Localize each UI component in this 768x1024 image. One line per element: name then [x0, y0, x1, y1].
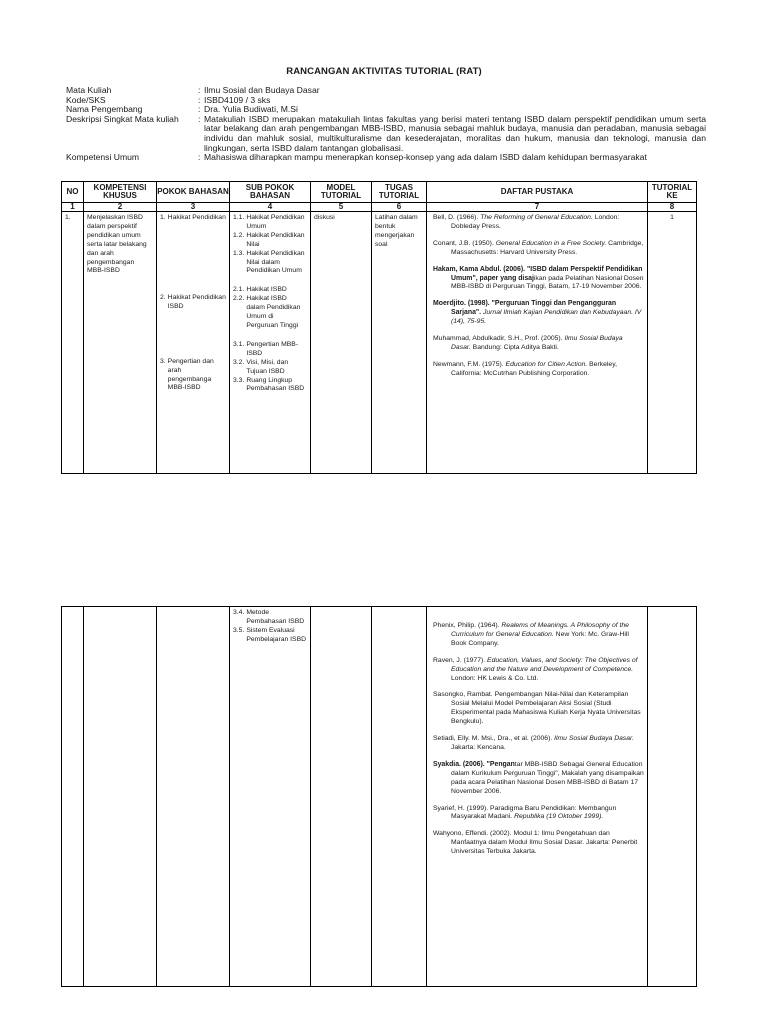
- column-number: 3: [157, 203, 230, 212]
- list-item: 1.3. Hakikat Pendidikan Nilai dalam Pendidikan Umum: [233, 249, 305, 275]
- reference-item: Syarief, H. (1999). Paradigma Baru Pendidikan: Membangun Masyarakat Madani. Republika (19 Oktober 1999).: [433, 804, 617, 821]
- column-number: 1: [62, 203, 84, 212]
- reference-item: Newmann, F.M. (1975). Education for Citien Action. Berkeley, California: McCutrhan Publishing Corporation.: [433, 360, 617, 377]
- list-item: 3.3. Ruang Lingkup Pembahasan ISBD: [233, 376, 305, 393]
- rat-table: [61, 181, 697, 474]
- info-row-nama-pengembang: Nama Pengembang : Dra. Yulia Budiwati, M.Si: [66, 105, 706, 115]
- list-item: 2.2. Hakikat ISBD dalam Pendidikan Umum di Perguruan Tinggi: [233, 295, 301, 329]
- course-info: [66, 86, 706, 163]
- reference-item: Phenix, Philip. (1964). Realems of Meanings. A Philosophy of the Curriculum for General Education. New York: Mc. Graw-Hill Book Company.: [433, 622, 629, 647]
- header-no: NO: [62, 182, 84, 203]
- reference-item: Setiadi, Elly. M. Msi., Dra., et al. (2006). Ilmu Sosial Budaya Dasar. Jakarta: Kencana.: [433, 735, 634, 751]
- column-number: 7: [427, 203, 648, 212]
- info-label: Kompetensi Umum: [66, 152, 140, 163]
- column-number: 2: [84, 203, 157, 212]
- info-value: Ilmu Sosial dan Budaya Dasar: [204, 85, 320, 95]
- list-item: 2. Hakikat Pendidikan ISBD: [160, 293, 226, 310]
- sub-pokok-bahasan-list: [230, 607, 310, 647]
- reference-item: Syakdia. (2006). "Pengantar MBB-ISBD Sebagai General Education dalam Kurikulum Perguruan Tinggi", Makalah yang disampaikan pada acara Pelatihan Nasional Dosen MBB-ISBD di Batam 17 November 2006.: [433, 760, 644, 795]
- table-row: [62, 607, 697, 987]
- kompetensi-khusus-text: Menjelaskan ISBD dalam perspektif pendidikan umum serta latar belakang dan arah pengembangan MBB-ISBD: [87, 214, 147, 275]
- column-number: 8: [648, 203, 697, 212]
- sub-pokok-bahasan-list: [230, 212, 310, 396]
- column-number: 4: [230, 203, 311, 212]
- list-item: 3.2. Visi, Misi, dan Tujuan ISBD: [233, 358, 289, 375]
- info-label: Mata Kuliah: [66, 85, 112, 95]
- info-row-kompetensi-umum: Kompetensi Umum : Mahasiswa diharapkan mampu menerapkan konsep-konsep yang ada dalam ISBD dalam kehidupan bermasyarakat: [66, 153, 706, 163]
- info-value: ISBD4109 / 3 sks: [204, 94, 271, 105]
- list-item: 1.2. Hakikat Pendidikan Nilai: [233, 231, 305, 248]
- column-number: 6: [372, 203, 427, 212]
- column-number-row: [62, 203, 697, 212]
- header-tugas-tutorial: TUGAS TUTORIAL: [372, 182, 427, 203]
- model-tutorial-text: diskusi: [314, 214, 335, 221]
- reference-item: Bell, D. (1966). The Reforming of General Education. London: Dobleday Press.: [433, 214, 620, 230]
- header-pokok-bahasan: POKOK BAHASAN: [157, 182, 230, 203]
- row-number: 1.: [65, 214, 71, 221]
- reference-item: Raven, J. (1977). Education, Values, and Society: The Objectives of Education and the Nature and Development of Competence. London: HK Lewis & Co. Ltd.: [433, 656, 638, 682]
- info-label: Nama Pengembang: [66, 104, 143, 115]
- daftar-pustaka-list: [427, 607, 647, 867]
- reference-item: Conant, J.B. (1950). General Education in a Free Society. Cambridge, Massachusetts: Harvard University Press.: [433, 239, 644, 256]
- list-item: 3.4. Metode Pembahasan ISBD: [233, 609, 305, 625]
- info-value: Mahasiswa diharapkan mampu menerapkan konsep-konsep yang ada dalam ISBD dalam kehidupan bermasyarakat: [204, 152, 647, 163]
- reference-item: Muhammad, Abdulkadir, S.H., Prof. (2005). Ilmu Sosial Budaya Dasar. Bandung: Cipta Aditya Bakti.: [433, 335, 623, 351]
- reference-item: Wahyono, Effendi. (2002). Modul 1: Ilmu Pengetahuan dan Manfaatnya dalam Modul Ilmu Sosial Dasar. Jakarta: Penerbit Universitas Terbuka Jakarta.: [433, 830, 638, 856]
- reference-item: Sasongko, Rambat. Pengembangan Nilai-Nilai dan Keterampilan Sosial Melalui Model Pembelajaran Aksi Sosial (Studi Eksperimental pada Mahasiswa Kuliah Kerja Nyata Universitas Bengkulu).: [433, 691, 641, 726]
- info-row-kode-sks: Kode/SKS : ISBD4109 / 3 sks: [66, 96, 706, 106]
- list-item: 3.1. Pengertian MBB-ISBD: [233, 340, 299, 357]
- daftar-pustaka-list: [427, 212, 647, 389]
- column-number: 5: [311, 203, 372, 212]
- header-tutorial-ke: TUTORIAL KE: [648, 182, 697, 203]
- header-sub-pokok-bahasan: SUB POKOK BAHASAN: [230, 182, 311, 203]
- list-item: 2.1. Hakikat ISBD: [233, 286, 287, 294]
- rat-table-continued: [61, 606, 697, 987]
- reference-item: Hakam, Kama Abdul. (2006). "ISBD dalam Perspektif Pendidikan Umum", paper yang disajikan pada Pelatihan Nasional Dosen MBB-ISBD di Perguruan Tinggi, Batam, 17-19 November 2006.: [433, 265, 644, 291]
- info-label: Kode/SKS: [66, 94, 106, 105]
- info-row-mata-kuliah: Mata Kuliah : Ilmu Sosial dan Budaya Dasar: [66, 86, 706, 96]
- header-daftar-pustaka: DAFTAR PUSTAKA: [427, 182, 648, 203]
- list-item: 1. Hakikat Pendidikan: [160, 214, 226, 221]
- pokok-bahasan-list: [157, 212, 229, 395]
- list-item: 3.5. Sistem Evaluasi Pembelajaran ISBD: [233, 626, 307, 643]
- info-value: Dra. Yulia Budiwati, M.Si: [204, 104, 298, 115]
- info-row-deskripsi: Deskripsi Singkat Mata kuliah : Matakuliah ISBD merupakan matakuliah lintas fakultas yang berisi materi tentang ISBD dalam perspektif pendidikan umum serta latar belakang dan arah pengembangan MBB-ISBD, manusia sebagai mahluk budaya, manusia dan peradaban, manusia sebagai individu dan mahluk sosial, multikulturalisme dan kesederajatan, moralitas dan hukum, manusia dan teknologi, manusia dan lingkungan, serta ISBD dalam tantangan globalisasi.: [66, 113, 706, 153]
- header-model-tutorial: MODEL TUTORIAL: [311, 182, 372, 203]
- tutorial-ke-text: 1: [670, 214, 674, 221]
- info-label: Deskripsi Singkat Mata kuliah: [66, 113, 179, 124]
- document-title: RANCANGAN AKTIVITAS TUTORIAL (RAT): [286, 66, 482, 77]
- reference-item: Moerdjito. (1998). "Perguruan Tinggi dan Pengangguran Sarjana". Jurnal Ilmiah Kajian Pendidikan dan Kebudayaan. IV (14), 75-95.: [433, 300, 642, 326]
- header-kompetensi-khusus: KOMPETENSI KHUSUS: [84, 182, 157, 203]
- list-item: 1.1. Hakikat Pendidikan Umum: [233, 214, 305, 230]
- tugas-tutorial-text: Latihan dalam bentuk mengerjakan soal: [375, 214, 418, 248]
- info-value: Matakuliah ISBD merupakan matakuliah lintas fakultas yang berisi materi tentang ISBD dalam perspektif pendidikan umum serta latar belakang dan arah pengembangan MBB-ISBD, manusia sebagai mahluk budaya, manusia dan peradaban, manusia sebagai individu dan mahluk sosial, multikulturalisme dan kesederajatan, moralitas dan hukum, manusia dan teknologi, manusia dan lingkungan, serta ISBD dalam tantangan globalisasi.: [204, 113, 706, 153]
- table-header-row: [62, 182, 697, 203]
- list-item: 3. Pengertian dan arah pengembanga MBB-ISBD: [160, 357, 214, 392]
- table-row: [62, 212, 697, 474]
